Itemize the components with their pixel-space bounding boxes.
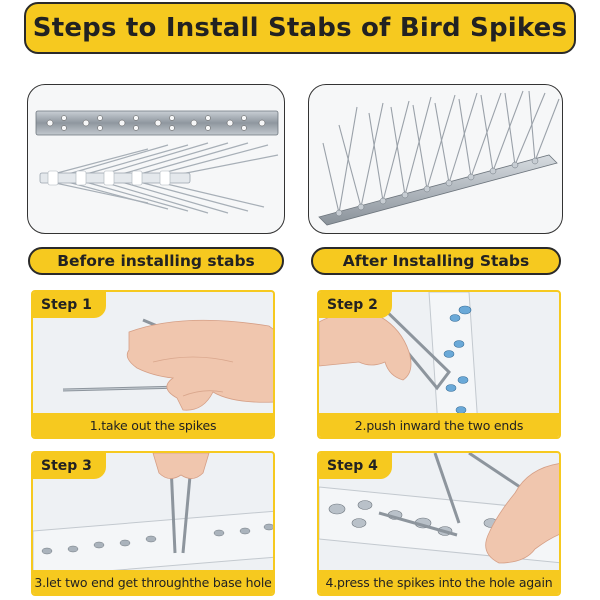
step-3-panel bbox=[31, 451, 275, 596]
after-illustration bbox=[309, 85, 563, 234]
step-3-label: Step 3 bbox=[33, 453, 106, 479]
step-3-caption: 3.let two end get throughthe base hole bbox=[33, 570, 273, 594]
after-installing-label: After Installing Stabs bbox=[311, 247, 561, 275]
step-2-caption: 2.push inward the two ends bbox=[319, 413, 559, 437]
step-1-panel bbox=[31, 290, 275, 439]
step-2-label: Step 2 bbox=[319, 292, 392, 318]
before-image bbox=[27, 84, 285, 234]
before-illustration bbox=[28, 85, 285, 234]
after-image bbox=[308, 84, 563, 234]
step-1-label: Step 1 bbox=[33, 292, 106, 318]
step-4-panel bbox=[317, 451, 561, 596]
step-4-label: Step 4 bbox=[319, 453, 392, 479]
page-title: Steps to Install Stabs of Bird Spikes bbox=[24, 2, 576, 54]
step-1-caption: 1.take out the spikes bbox=[33, 413, 273, 437]
step-2-panel bbox=[317, 290, 561, 439]
step-4-caption: 4.press the spikes into the hole again bbox=[319, 570, 559, 594]
before-installing-label: Before installing stabs bbox=[28, 247, 284, 275]
